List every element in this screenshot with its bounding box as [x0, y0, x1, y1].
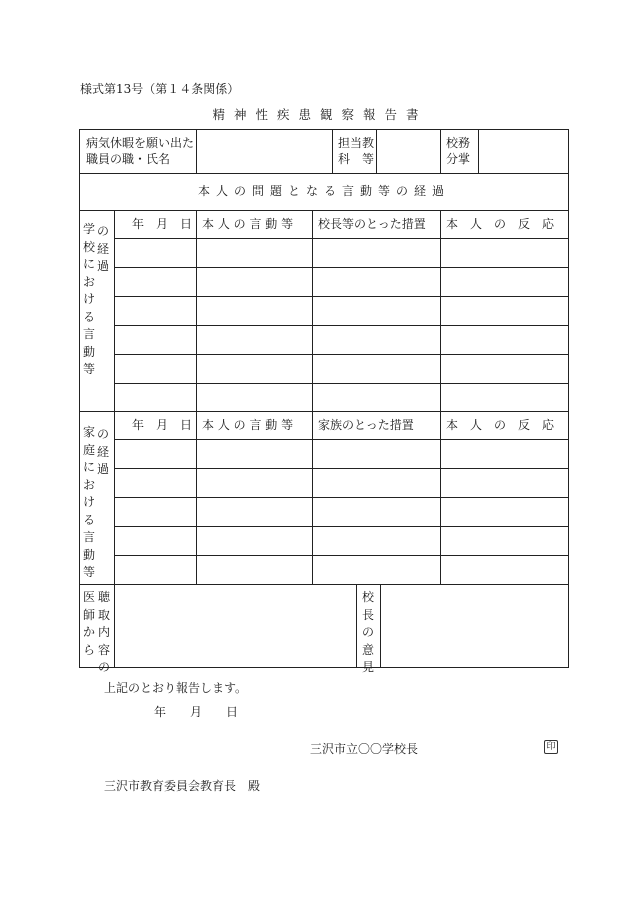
rule-v-measures — [440, 210, 441, 584]
rule-home-row — [114, 497, 568, 498]
rule-section-title-bottom — [80, 210, 568, 211]
school-col-date: 年 月 日 — [131, 217, 192, 231]
subject-label-line1: 担当教 — [338, 136, 375, 150]
rule-home-section-bottom — [80, 584, 568, 585]
rule-v-opinion-right — [380, 584, 381, 667]
rule-v-date — [196, 210, 197, 584]
rule-v-doctor — [114, 584, 115, 667]
doctor-label-right: 聴取内容の — [97, 590, 110, 674]
seal-mark: 印 — [544, 740, 558, 754]
report-date: 年 月 日 — [154, 705, 239, 719]
subject-label — [338, 135, 374, 167]
home-col-words: 本 人 の 言 動 等 — [202, 418, 294, 432]
rule-school-row — [114, 354, 568, 355]
duty-label — [446, 135, 470, 167]
addressee: 三沢市教育委員会教育長 殿 — [104, 779, 261, 793]
duty-label-line2: 分掌 — [446, 152, 471, 166]
applicant-label-line2: 職員の職・氏名 — [86, 152, 171, 166]
school-side-label-right: の経過 — [96, 224, 109, 273]
rule-school-row — [114, 296, 568, 297]
school-col-reaction: 本 人 の 反 応 — [446, 217, 555, 231]
form-number: 様式第13号（第１４条関係） — [80, 82, 240, 96]
rule-v-header — [478, 130, 479, 173]
applicant-label-line1: 病気休暇を願い出た — [86, 136, 195, 150]
report-table — [79, 129, 569, 674]
doctor-label-left: 医師から — [82, 590, 95, 657]
report-text: 上記のとおり報告します。 — [104, 681, 248, 695]
home-col-reaction: 本 人 の 反 応 — [446, 418, 555, 432]
applicant-label — [86, 135, 194, 167]
rule-v-side — [114, 210, 115, 584]
document-title: 精神性疾患観察報告書 — [212, 107, 428, 122]
rule-school-header-bottom — [114, 238, 568, 239]
school-col-measures: 校長等のとった措置 — [318, 217, 426, 231]
rule-v-header — [376, 130, 377, 173]
rule-school-row — [114, 267, 568, 268]
rule-v-header — [332, 130, 333, 173]
school-side-label: 学校における言動等 — [82, 222, 95, 376]
rule-home-row — [114, 468, 568, 469]
rule-school-row — [114, 325, 568, 326]
school-principal: 三沢市立〇〇学校長 — [310, 742, 419, 756]
home-side-label-right: の経過 — [96, 427, 109, 476]
rule-header-bottom — [80, 173, 568, 174]
rule-school-section-bottom — [80, 411, 568, 412]
rule-home-row — [114, 555, 568, 556]
principal-opinion-label: 校長の意見 — [361, 590, 374, 674]
home-col-date: 年 月 日 — [131, 418, 192, 432]
rule-home-header-bottom — [114, 439, 568, 440]
subject-label-line2: 科 等 — [338, 152, 375, 166]
duty-label-line1: 校務 — [446, 136, 471, 150]
rule-v-header — [440, 130, 441, 173]
home-col-measures: 家族のとった措置 — [318, 418, 414, 432]
rule-v-opinion-left — [356, 584, 357, 667]
rule-v-header — [196, 130, 197, 173]
section-title: 本人の問題となる言動等の経過 — [197, 184, 450, 198]
school-col-words: 本 人 の 言 動 等 — [202, 217, 294, 231]
rule-home-row — [114, 526, 568, 527]
rule-v-words — [312, 210, 313, 584]
home-side-label: 家庭における言動等 — [82, 425, 95, 579]
rule-school-row — [114, 383, 568, 384]
